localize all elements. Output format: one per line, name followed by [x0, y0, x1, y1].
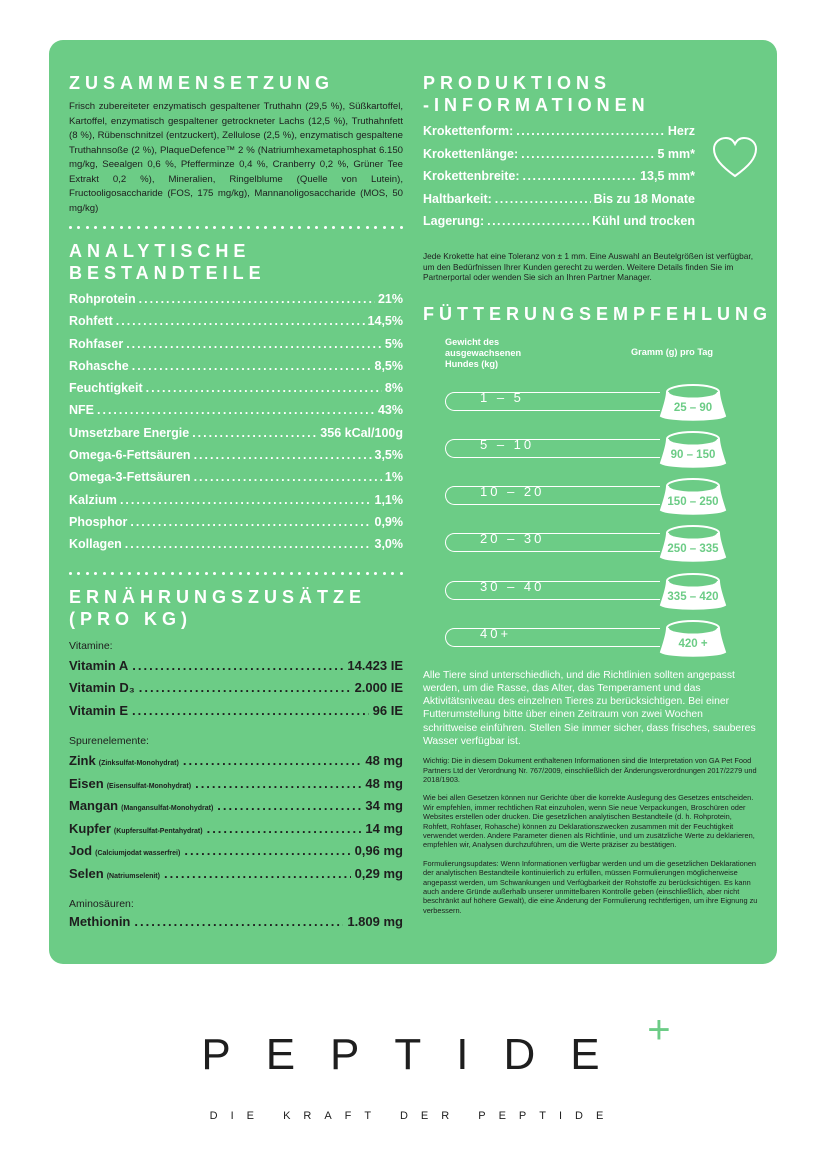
divider	[69, 572, 403, 576]
production-label: Krokettenlänge:	[423, 146, 519, 161]
trace-row-label: Eisen	[69, 775, 104, 791]
analytic-row	[69, 470, 403, 492]
production-row	[423, 124, 695, 147]
amino-row-value: 1.809 mg	[347, 914, 403, 930]
weight-bar	[445, 578, 660, 600]
trace-row-note: (Eisensulfat-Monohydrat)	[106, 782, 192, 790]
feeding-table	[423, 374, 759, 657]
bowl-icon	[659, 382, 727, 418]
feeding-row	[423, 374, 759, 421]
trace-row-label: Kupfer	[69, 820, 111, 836]
grams-range: 335 – 420	[667, 590, 719, 603]
analytic-row	[69, 359, 403, 381]
feeding-col-weight: Gewicht des ausgewachsenen Hundes (kg)	[445, 336, 522, 369]
trace-row-label: Selen	[69, 865, 104, 881]
weight-range: 40+	[480, 625, 512, 641]
dot-leader	[132, 703, 369, 718]
analytic-label: Umsetzbare Energie	[69, 425, 190, 440]
analytic-label: Kalzium	[69, 492, 117, 507]
brand-tagline: DIE KRAFT DER PEPTIDE	[209, 1110, 617, 1122]
additives-title-line1: ERNÄHRUNGSZUSÄTZE	[69, 586, 367, 607]
production-title-line1: PRODUKTIONS	[423, 73, 612, 93]
trace-row-label: Mangan	[69, 798, 119, 814]
trace-row-note: (Natriumselenit)	[106, 872, 160, 880]
production-row	[423, 192, 695, 215]
analytic-value: 8,5%	[374, 358, 403, 373]
weight-bar	[445, 625, 660, 647]
trace-row-value: 0,96 mg	[354, 843, 403, 859]
composition-title: ZUSAMMENSETZUNG	[69, 73, 334, 93]
production-value: 13,5 mm*	[640, 169, 695, 184]
production-value: Kühl und trocken	[592, 214, 695, 229]
dot-leader	[146, 381, 382, 395]
grams-range: 25 – 90	[673, 401, 713, 414]
weight-bar	[445, 486, 660, 505]
analytic-label: Rohasche	[69, 358, 129, 373]
production-label: Haltbarkeit:	[423, 191, 492, 206]
feeding-row	[423, 468, 759, 515]
analytic-row	[69, 493, 403, 515]
vitamin-row	[69, 680, 403, 703]
analytic-value: 5%	[384, 336, 403, 351]
analytic-value: 3,0%	[374, 537, 403, 552]
vitamin-row-value: 2.000 IE	[354, 680, 403, 696]
amino-row	[69, 914, 403, 937]
production-list	[423, 124, 695, 237]
analytic-value: 3,5%	[374, 448, 403, 463]
trace-row-value: 0,29 mg	[354, 865, 403, 881]
analytic-label: Feuchtigkeit	[69, 381, 143, 396]
trace-row-note: (Calciumjodat wasserfrei)	[95, 850, 181, 858]
dot-leader	[521, 147, 654, 161]
analytic-value: 1%	[384, 470, 403, 485]
dot-leader	[126, 337, 382, 351]
analytic-label: Rohprotein	[69, 292, 136, 306]
analytic-row	[69, 537, 403, 559]
vitamins-label: Vitamine:	[69, 639, 113, 652]
analytic-row	[69, 314, 403, 336]
legal-note-3: Formulierungsupdates: Wenn Informationen verfügbar werden und um die gesetzlichen Deklarationen der analytischen Bestandteile kontinuierlich zu erfüllen, müssen Formulierungen möglicherweise angepasst werden, um Schwankungen und Verfügbarkeit der Rohstoffe zu berücksichtigen. Es kann auch andere Gründe außerhalb unserer unmittelbaren Kontrolle geben (einschließlich, aber nicht beschränkt auf höhere Gewalt), die eine Änderung der Formulierung rechtfertigen, um ihre Eignung zu verbessern.	[423, 858, 758, 915]
analytic-row	[69, 337, 403, 359]
feeding-row	[423, 421, 759, 468]
bowl-icon	[659, 571, 727, 607]
vitamin-row-value: 96 IE	[372, 702, 403, 718]
dot-leader	[164, 866, 351, 881]
trace-row	[69, 776, 403, 799]
composition-text: Frisch zubereiteter enzymatisch gespaltener Truthahn (29,5 %), Süßkartoffel, Kartoffel, enzymatisch gespaltener getrockneter Lachs (12,5 %), Truthahnfett (8 %), Rübenschnitzel (entzuckert), Zellulose (2,5 %), enzymatisch gespaltene Truthahnsoße (2 %), PlaqueDefence™ 2 % (Natriumhexametaphosphat 6.150 mg/kg, Seealgen 0,6 %, Pfefferminze 0,4 %, Cranberry 0,2 %, Grüner Tee Extrakt 0,2 %), Mineralien, Ringelblume (Quelle von Lutein), Fructooligosaccharide (FOS, 175 mg/kg), Mannanoligosaccharide (MOS, 50 mg/kg)	[69, 101, 403, 214]
dot-leader	[523, 169, 638, 183]
production-label: Krokettenbreite:	[423, 169, 520, 184]
production-value: Herz	[667, 124, 695, 138]
dot-leader	[120, 493, 372, 507]
dot-leader	[516, 124, 665, 138]
dot-leader	[487, 214, 589, 228]
analytic-label: Omega-3-Fettsäuren	[69, 470, 191, 485]
bowl-icon	[659, 618, 727, 654]
heart-outline-icon	[711, 136, 759, 185]
weight-bar	[445, 436, 660, 458]
weight-range: 1 – 5	[480, 389, 524, 405]
feeding-row	[423, 610, 759, 657]
legal-note-1: Wichtig: Die in diesem Dokument enthaltenen Informationen sind die Interpretation von GA Pet Food Partners Ltd der Verordnung Nr. 767/2009, einschließlich der Änderungsverordnungen 2017/2279 und 2018/1903.	[423, 756, 757, 784]
dot-leader	[139, 680, 351, 695]
dot-leader	[192, 426, 317, 440]
trace-row-note: (Kupfersulfat-Pentahydrat)	[113, 827, 203, 835]
trace-row-label: Jod	[69, 843, 93, 859]
analytic-value: 43%	[377, 403, 403, 418]
dot-leader	[194, 470, 382, 484]
trace-row-value: 34 mg	[365, 798, 403, 814]
dot-leader	[130, 515, 371, 529]
weight-range: 30 – 40	[480, 578, 545, 594]
weight-bar	[445, 389, 660, 411]
vitamin-row	[69, 658, 403, 681]
grams-range: 150 – 250	[667, 496, 719, 509]
weight-range: 20 – 30	[480, 531, 545, 547]
brand-name: PEPTIDE	[201, 1030, 635, 1079]
dot-leader	[207, 821, 362, 836]
production-value: Bis zu 18 Monate	[593, 191, 695, 206]
analytic-label: Phosphor	[69, 514, 128, 529]
analytic-value: 356 kCal/100g	[320, 425, 403, 440]
vitamin-row-label: Vitamin E	[69, 702, 129, 718]
production-row	[423, 214, 695, 237]
trace-list	[69, 753, 403, 888]
divider	[69, 226, 403, 230]
dot-leader	[184, 843, 350, 858]
legal-note-2: Wie bei allen Gesetzen können nur Gerichte über die korrekte Auslegung des Gesetzes entscheiden. Wir empfehlen, immer rechtlichen Rat einzuholen, wenn Sie neue Verpackungen, Broschüren oder Websites erstellen oder drucken. Die gesetzlichen analytischen Bestandteile (d. h. Rohprotein, Rohfett, Rohfaser, Rohasche) können zu Deklarationszwecken zusammen mit der Feuchtigkeit verwendet werden. Andere Parameter dienen als Richtlinie, und um zusätzliche Werte zu deklarieren, empfehlen wir, Analysen durchzuführen, um die Werte präziser zu bestätigen.	[423, 793, 755, 850]
trace-row-note: (Zinksulfat-Monohydrat)	[98, 760, 179, 768]
trace-row-value: 48 mg	[365, 775, 403, 791]
feeding-advice: Alle Tiere sind unterschiedlich, und die Richtlinien sollten angepasst werden, um die Rasse, das Alter, das Temperament und das Aktivitätsniveau des einzelnen Tieres zu berücksichtigen. Bei einer Futterumstellung bitte über einen Zeitraum von zwei Wochen schrittweise einführen. Stellen Sie immer sicher, dass frisches, sauberes Wasser verfügbar ist.	[423, 669, 756, 747]
analytic-row	[69, 381, 403, 403]
bowl-icon	[659, 476, 727, 512]
grams-range: 250 – 335	[667, 543, 719, 556]
analytic-label: Omega-6-Fettsäuren	[69, 448, 191, 463]
grams-range: 90 – 150	[670, 448, 716, 461]
trace-row	[69, 821, 403, 844]
trace-row	[69, 843, 403, 866]
production-value: 5 mm*	[657, 146, 695, 161]
brand-plus-icon: +	[647, 1008, 671, 1052]
weight-bar	[445, 533, 660, 552]
dot-leader	[134, 914, 343, 929]
bowl-icon	[659, 523, 727, 559]
analytic-label: Rohfett	[69, 314, 113, 329]
vitamin-row-label: Vitamin A	[69, 657, 129, 673]
analytic-value: 0,9%	[374, 514, 403, 529]
vitamin-list	[69, 658, 403, 726]
feeding-row	[423, 563, 759, 610]
trace-row-label: Zink	[69, 753, 96, 769]
analytic-value: 21%	[377, 292, 403, 306]
dot-leader	[132, 359, 372, 373]
analytic-row	[69, 448, 403, 470]
left-column	[69, 72, 403, 937]
additives-title-line2: (PRO KG)	[69, 608, 192, 629]
analytic-row	[69, 292, 403, 314]
amino-row-label: Methionin	[69, 914, 131, 930]
production-row	[423, 169, 695, 192]
production-label: Lagerung:	[423, 214, 485, 229]
amino-list	[69, 914, 403, 937]
brand-logo	[0, 1008, 826, 1080]
trace-row	[69, 753, 403, 776]
vitamin-row-value: 14.423 IE	[347, 657, 403, 673]
amino-label: Aminosäuren:	[69, 898, 134, 911]
trace-row-note: (Mangansulfat-Monohydrat)	[121, 805, 214, 813]
dot-leader	[195, 776, 361, 791]
grams-range: 420 +	[678, 637, 708, 650]
bowl-icon	[659, 429, 727, 465]
vitamin-row	[69, 703, 403, 726]
analytic-title-line2: BESTANDTEILE	[69, 263, 266, 283]
analytic-row	[69, 426, 403, 448]
analytic-value: 8%	[384, 381, 403, 396]
production-row	[423, 147, 695, 170]
feeding-header	[423, 337, 759, 370]
weight-range: 10 – 20	[480, 484, 545, 500]
trace-label: Spurenelemente:	[69, 735, 149, 748]
production-note: Jede Krokette hat eine Toleranz von ± 1 mm. Eine Auswahl an Beutelgrößen ist verfügbar, um den Bedürfnissen Ihrer Kunden gerecht zu werden. Weitere Details finden Sie im Partnerportal oder wenden Sie sich an Ihren Partner Manager.	[423, 250, 754, 283]
feeding-row	[423, 515, 759, 562]
analytic-title-line1: ANALYTISCHE	[69, 241, 251, 261]
dot-leader	[495, 192, 591, 206]
trace-row-value: 48 mg	[365, 753, 403, 769]
dot-leader	[194, 448, 372, 462]
analytic-value: 1,1%	[374, 492, 403, 507]
analytic-label: NFE	[69, 403, 94, 418]
dot-leader	[139, 292, 375, 306]
analytic-row	[69, 515, 403, 537]
production-title-line2: -INFORMATIONEN	[423, 95, 650, 115]
weight-range: 5 – 10	[480, 436, 535, 452]
analytic-value: 14,5%	[367, 314, 403, 329]
analytic-label: Kollagen	[69, 537, 122, 552]
analytic-row	[69, 403, 403, 425]
feeding-title: FÜTTERUNGSEMPFEHLUNG	[423, 303, 772, 324]
right-column	[423, 72, 772, 915]
dot-leader	[125, 537, 372, 551]
dot-leader	[217, 798, 361, 813]
dot-leader	[116, 314, 365, 328]
feeding-col-grams: Gramm (g) pro Tag	[630, 346, 713, 357]
production-label: Krokettenform:	[423, 124, 514, 138]
trace-row	[69, 798, 403, 821]
dot-leader	[97, 403, 375, 417]
dot-leader	[183, 753, 362, 768]
info-panel	[49, 40, 777, 964]
analytic-label: Rohfaser	[69, 336, 124, 351]
trace-row	[69, 866, 403, 889]
vitamin-row-label: Vitamin D₃	[69, 680, 135, 696]
dot-leader	[132, 658, 343, 673]
trace-row-value: 14 mg	[365, 820, 403, 836]
analytic-list	[69, 292, 403, 560]
